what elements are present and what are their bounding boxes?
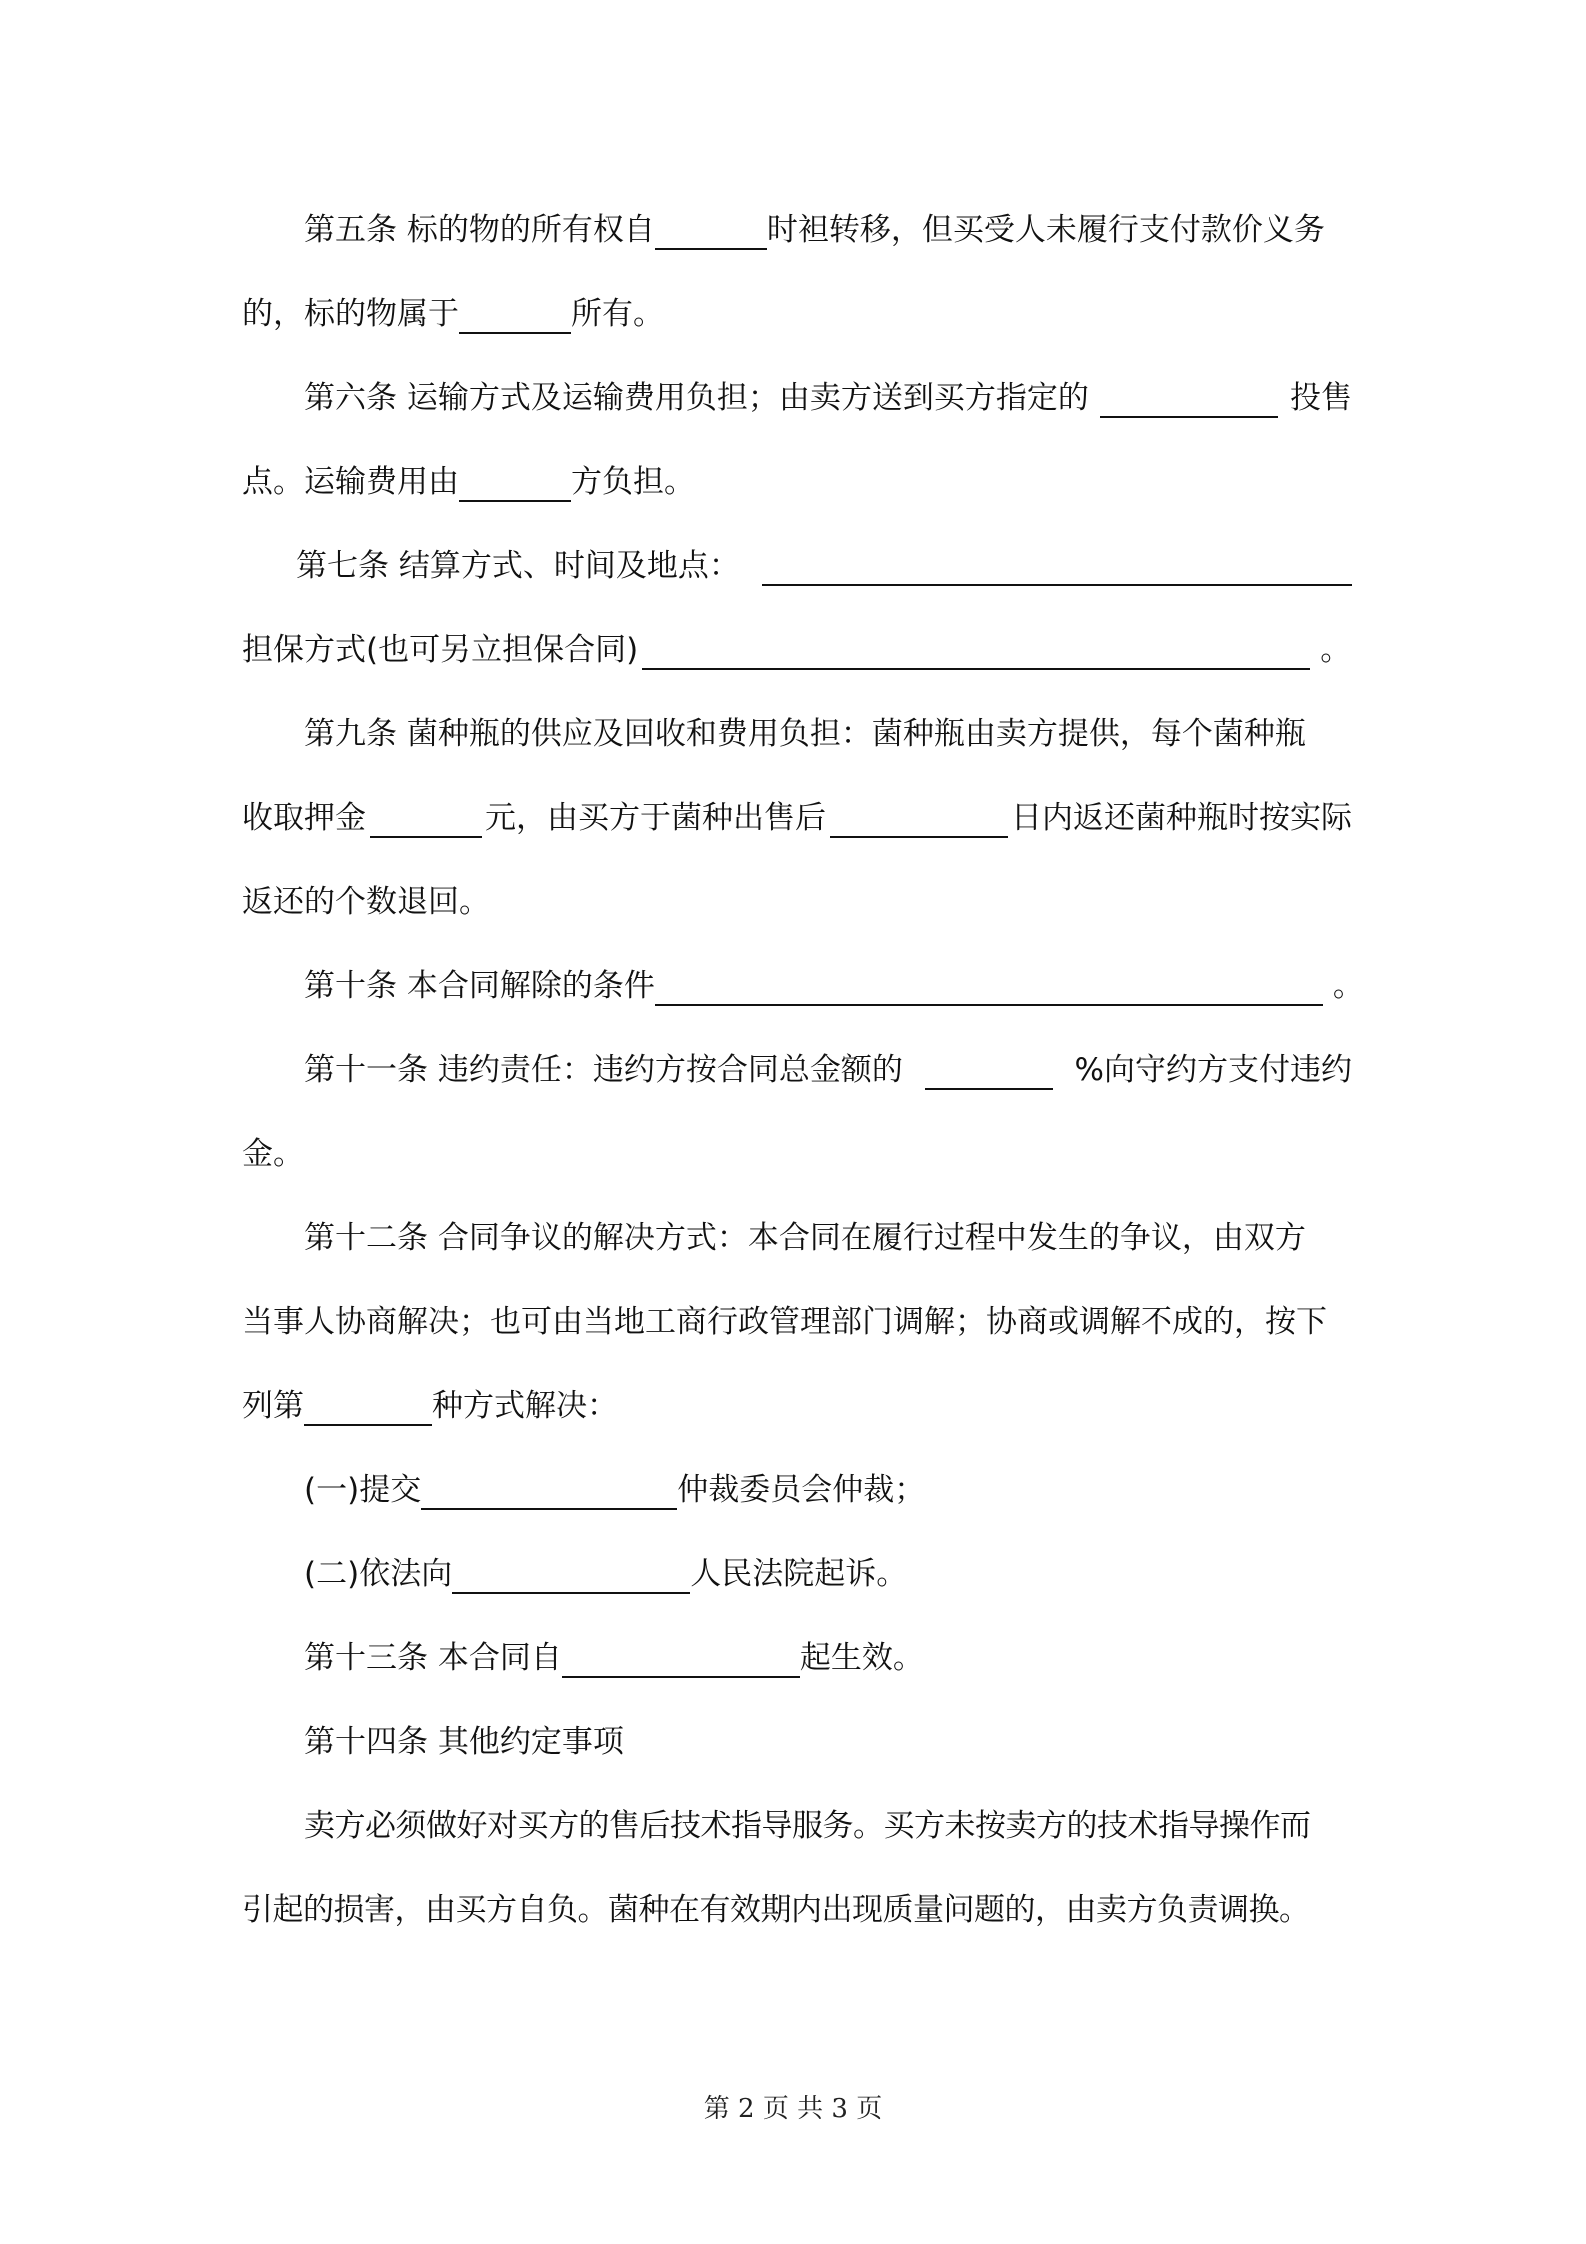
article-6-text-d: 方负担。 (571, 464, 695, 500)
court-text-a: (二)依法向 (304, 1556, 453, 1592)
article-12-text-b: 种方式解决： (432, 1388, 618, 1424)
return-days-blank (830, 800, 1008, 838)
arbitration-text-b: 仲裁委员会仲裁； (677, 1472, 926, 1508)
article-9-text-a: 收取押金 (242, 800, 366, 836)
article-12-line-1: 第十二条 合同争议的解决方式：本合同在履行过程中发生的争议，由双方 (304, 1220, 1306, 1256)
article-9-line-2 (242, 798, 1352, 838)
penalty-percent-blank (925, 1052, 1053, 1090)
delivery-point-blank (1100, 380, 1278, 418)
effective-date-blank (562, 1640, 800, 1678)
article-12-line-2: 当事人协商解决；也可由当地工商行政管理部门调解；协商或调解不成的，按下 (242, 1304, 1327, 1340)
dispute-method-blank (304, 1388, 432, 1426)
article-5-text-a: 第五条 标的物的所有权自 (304, 212, 655, 248)
article-6-text-a: 第六条 运输方式及运输费用负担；由卖方送到买方指定的 (304, 380, 1089, 416)
article-5-text-b: 时袒转移，但买受人未履行支付款价义务 (766, 212, 1325, 248)
deposit-blank (370, 800, 482, 838)
article-13-line-1 (304, 1638, 1352, 1678)
owner-blank (459, 296, 571, 334)
article-13-text-a: 第十三条 本合同自 (304, 1640, 562, 1676)
article-11-line-2: 金。 (242, 1136, 304, 1172)
article-11-text-a: 第十一条 违约责任：违约方按合同总金额的 (304, 1052, 903, 1088)
guarantee-blank (642, 632, 1310, 670)
article-13-text-b: 起生效。 (799, 1640, 924, 1676)
article-5-text-d: 所有。 (571, 296, 664, 332)
article-6-line-1 (304, 378, 1352, 418)
court-text-b: 人民法院起诉。 (690, 1556, 908, 1592)
article-11-line-1 (304, 1050, 1352, 1090)
article-14-paragraph-line-2: 引起的损害，由买方自负。菌种在有效期内出现质量问题的，由卖方负责调换。 (242, 1892, 1310, 1928)
article-7-line-2 (242, 630, 1352, 670)
arbitration-commission-blank (421, 1472, 677, 1510)
article-6-text-b: 投售 (1289, 380, 1352, 416)
transfer-time-blank (655, 212, 767, 250)
article-9-text-b: 元，由买方于菌种出售后 (485, 800, 826, 836)
article-6-line-2 (242, 462, 1352, 502)
article-14-title: 第十四条 其他约定事项 (304, 1724, 624, 1760)
article-14-paragraph-line-1: 卖方必须做好对买方的售后技术指导服务。买方未按卖方的技术指导操作而 (304, 1808, 1311, 1844)
article-10-text-a: 第十条 本合同解除的条件 (304, 968, 655, 1004)
arbitration-text-a: (一)提交 (304, 1472, 422, 1508)
article-7-line-1 (296, 546, 1352, 586)
article-5-line-1 (304, 210, 1352, 250)
guarantee-text: 担保方式(也可另立担保合同) (242, 632, 639, 668)
arbitration-option (304, 1470, 1352, 1510)
court-option (304, 1554, 1352, 1594)
article-10-line-1 (304, 966, 1364, 1006)
page-number-footer: 第 2 页 共 3 页 (703, 2094, 883, 2124)
article-12-line-3 (242, 1386, 1352, 1426)
article-5-text-c: 的，标的物属于 (242, 296, 459, 332)
guarantee-period: 。 (1320, 632, 1352, 668)
termination-blank (655, 968, 1323, 1006)
article-12-text-a: 列第 (242, 1388, 304, 1424)
article-11-text-b: %向守约方支付违约 (1074, 1052, 1352, 1088)
freight-party-blank (459, 464, 571, 502)
article-10-period: 。 (1332, 968, 1364, 1004)
article-9-line-3: 返还的个数退回。 (242, 884, 490, 920)
settlement-blank (762, 548, 1352, 586)
article-9-line-1: 第九条 菌种瓶的供应及回收和费用负担：菌种瓶由卖方提供，每个菌种瓶 (304, 716, 1306, 752)
article-6-text-c: 点。运输费用由 (242, 464, 459, 500)
court-blank (452, 1556, 690, 1594)
article-9-text-c: 日内返还菌种瓶时按实际 (1011, 800, 1352, 836)
article-5-line-2 (242, 294, 1352, 334)
article-7-text-a: 第七条 结算方式、时间及地点： (296, 548, 740, 584)
